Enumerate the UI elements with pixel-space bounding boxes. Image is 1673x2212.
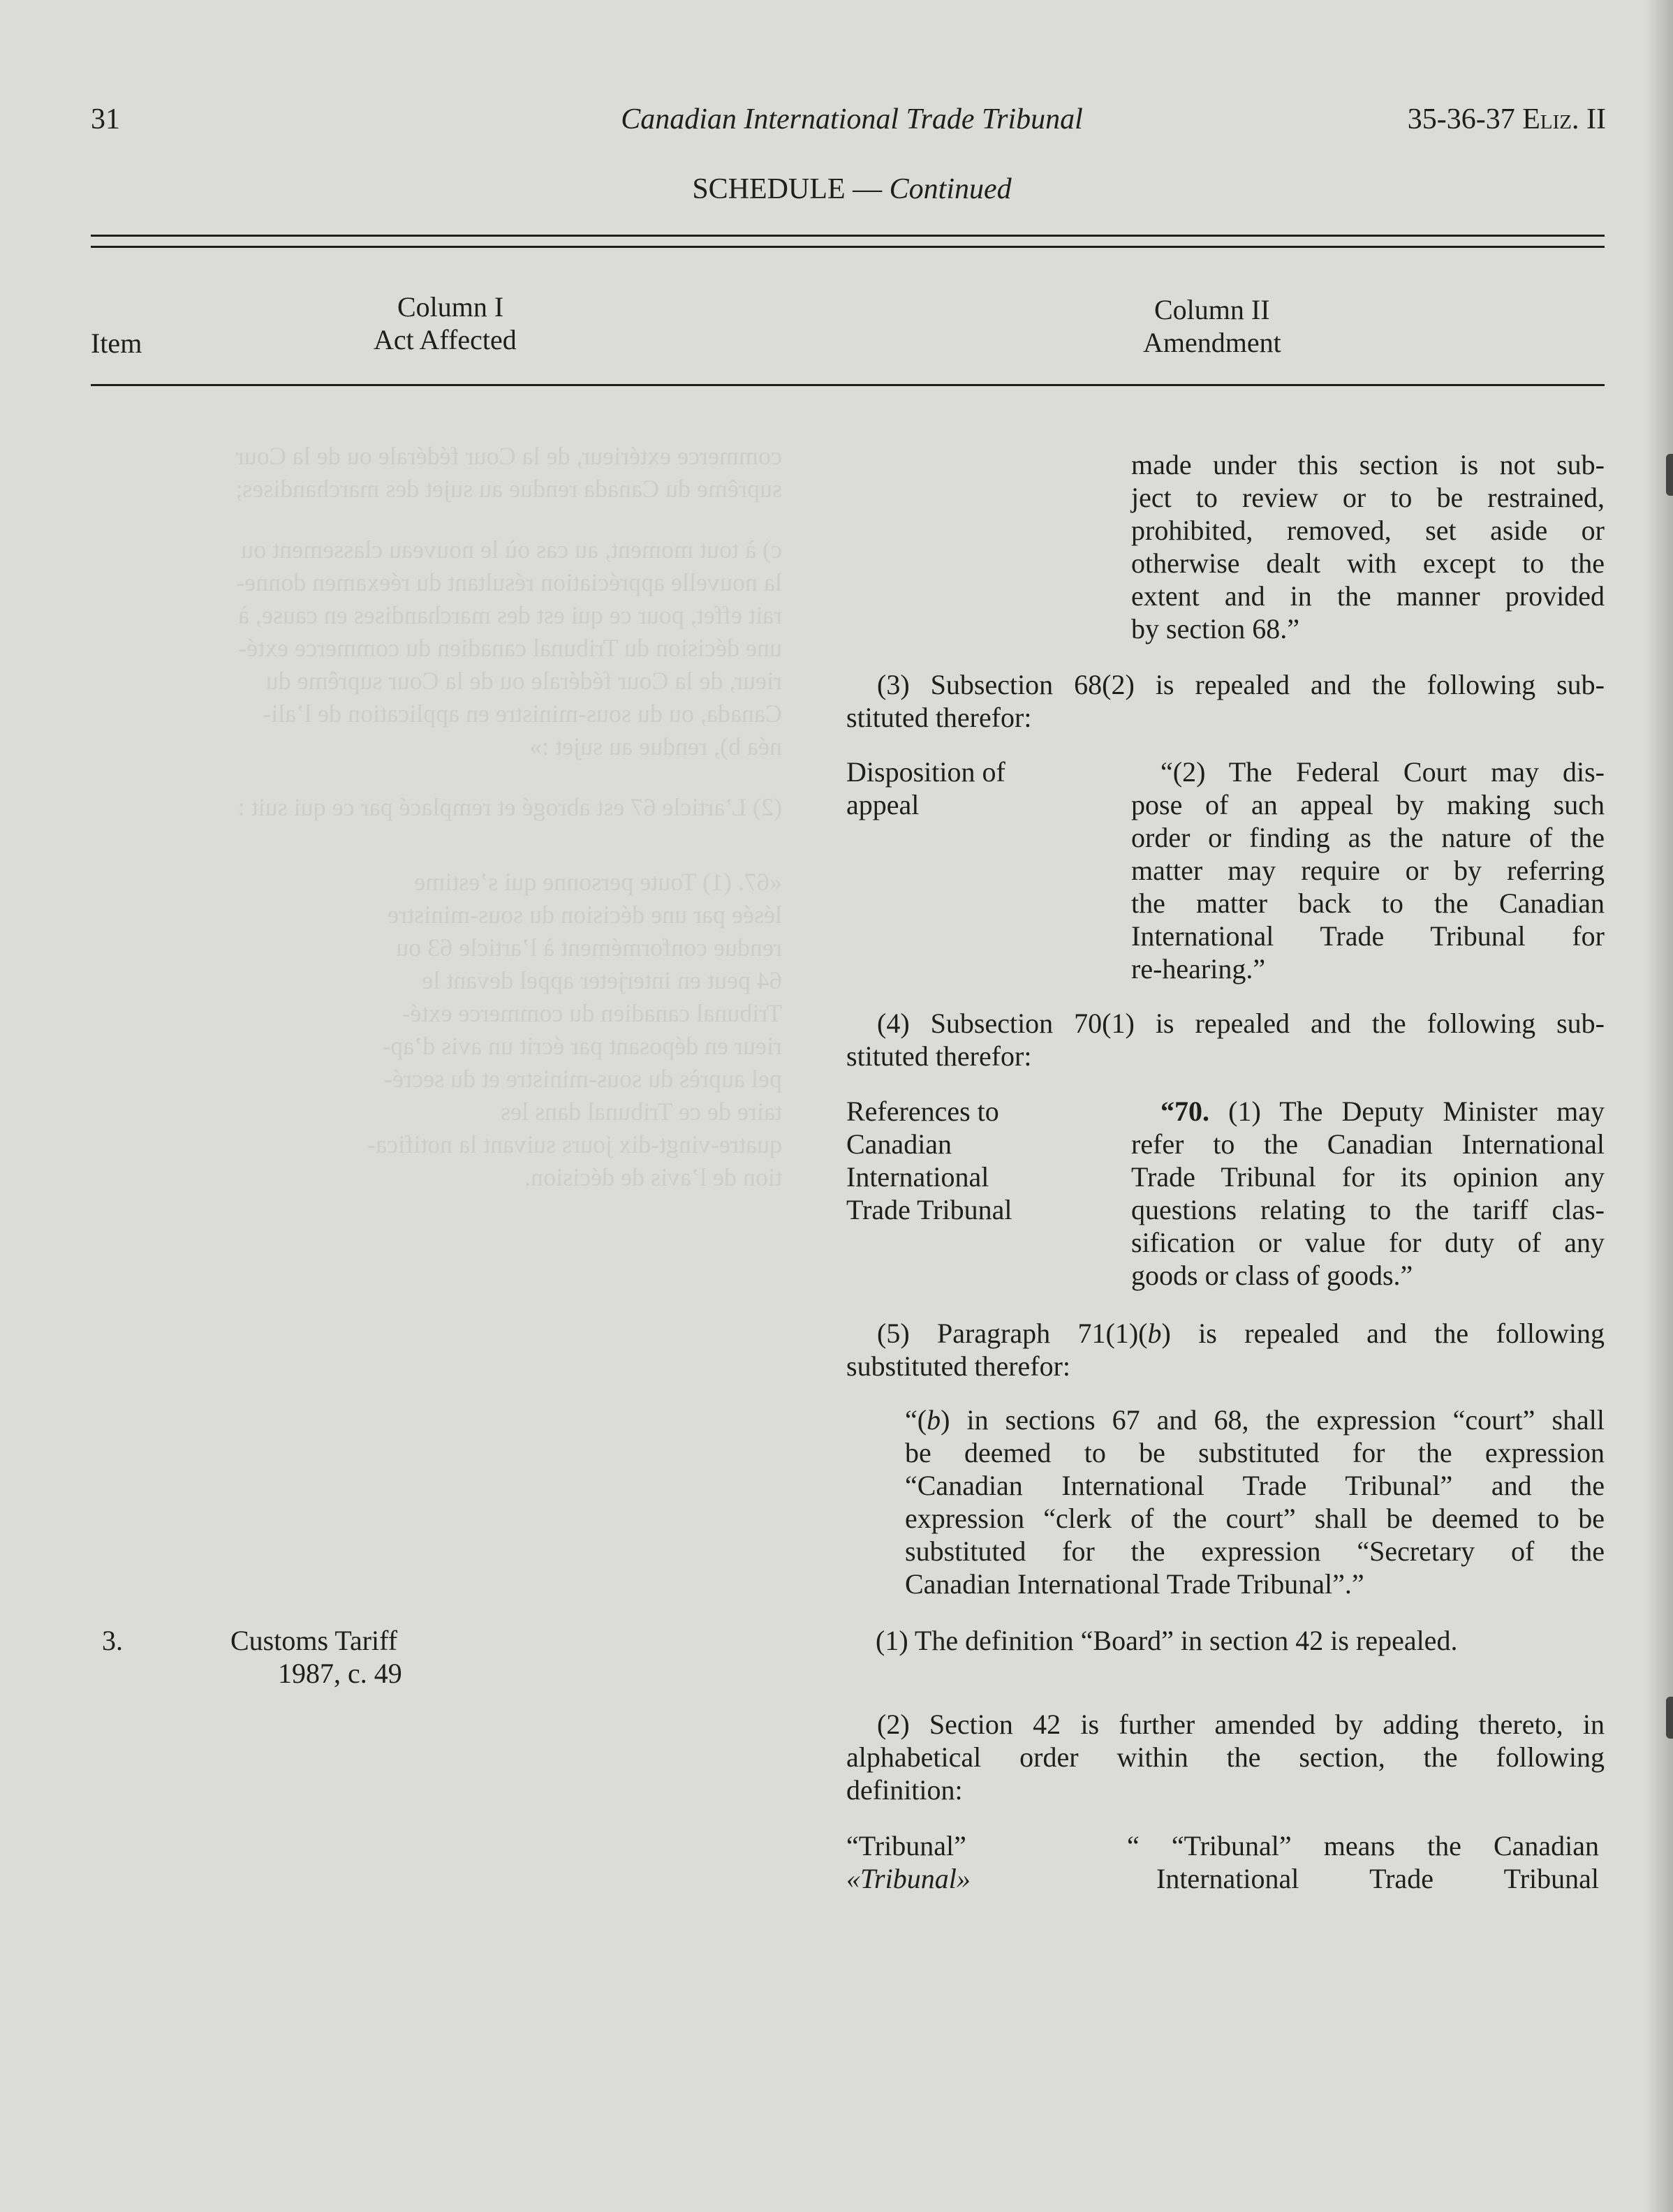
continued-amendment-text: made under this section is not sub- ject to review or to be restrained, prohibited, removed, set aside or otherwise dealt with except to the extent and in the manner provided by section 68.” bbox=[1131, 449, 1605, 644]
margin-note-references: References to Canadian International Trade Tribunal bbox=[846, 1096, 1012, 1225]
subsection-4-instruction: (4) Subsection 70(1) is repealed and the following sub- stituted therefor: bbox=[846, 1008, 1605, 1072]
schedule-title: SCHEDULE — Continued bbox=[692, 173, 1012, 205]
bleed-through-text: commerce extérieur, de la Cour fédérale ou de la Cour suprême du Canada rendue au sujet des marchandises; c) à tout moment, au cas où le nouveau classement ou la nouvelle appréciation résultant du réexamen donne- rait effet, pour ce qui est des marchandises en cause, à une décision du Tribunal canadien du commerce exté- rieur, de la Cour fédérale ou de la Cour suprême du Canada, ou du sous-ministre en application de l’ali- néa b), rendue au sujet :» (2) L’article 67 est abrogé et remplacé par ce qui suit : «67. (1) Toute personne qui s’estime lésée par une décision du sous-ministre rendue conformément à l’article 63 ou 64 peut en interjeter appel devant le Tribunal canadien du commerce exté- rieur en déposant par écrit un avis d’ap- pel auprès du sous-ministre et du secré- taire de ce Tribunal dans les quatre-vingt-dix jours suivant la notifica- tion de l’avis de décision. bbox=[235, 442, 782, 1191]
header-rule-top bbox=[91, 235, 1605, 237]
subsection-5-instruction: (5) Paragraph 71(1)(b) is repealed and the following substituted therefor: bbox=[846, 1318, 1605, 1382]
page-edge-shadow bbox=[1645, 0, 1673, 2212]
item-3-amendment-2: (2) Section 42 is further amended by adding thereto, in alphabetical order within the section, the following definition: bbox=[846, 1709, 1605, 1806]
page-number: 31 bbox=[91, 103, 120, 135]
references-text: “70. (1) The Deputy Minister may refer to the Canadian International Trade Tribunal for its opinion any questions relating to the tariff clas- sification or value for duty of any goods or class of goods.” bbox=[1131, 1096, 1605, 1291]
subsection-3-instruction: (3) Subsection 68(2) is repealed and the following sub- stituted therefor: bbox=[846, 669, 1605, 733]
column-heading-item: Item bbox=[91, 327, 142, 359]
margin-note-tribunal: “Tribunal” «Tribunal» bbox=[846, 1830, 971, 1894]
column-heading-amendment: Column II Amendment bbox=[1143, 294, 1281, 358]
paragraph-b-text: “(b) in sections 67 and 68, the expression “court” shall be deemed to be substituted for the expression “Canadian International Trade Tribunal” and the expression “clerk of the court” shall be deemed to be substituted for the expression “Secretary of the Canadian International Trade Tribunal”.” bbox=[905, 1404, 1605, 1600]
binding-mark-bottom bbox=[1666, 1697, 1673, 1739]
running-title: Canadian International Trade Tribunal bbox=[621, 103, 1083, 135]
column-heading-act-affected: Column I Act Affected bbox=[374, 291, 517, 355]
disposition-text: “(2) The Federal Court may dis- pose of an appeal by making such order or finding as the nature of the matter may require or by referring the matter back to the Canadian International Trade Tribunal for re-hearing.” bbox=[1131, 756, 1605, 985]
tribunal-definition-text: “ “Tribunal” means the Canadian International Trade Tribunal bbox=[1127, 1830, 1599, 1894]
header-rule-bottom bbox=[91, 246, 1605, 248]
margin-note-disposition: Disposition of appeal bbox=[846, 756, 1005, 820]
item-3-amendment-1: (1) The definition “Board” in section 42 is repealed. bbox=[876, 1625, 1458, 1656]
regnal-year: 35-36-37 Eliz. II bbox=[1407, 103, 1606, 135]
item-3-act-affected: Customs Tariff 1987, c. 49 bbox=[230, 1625, 402, 1689]
binding-mark-top bbox=[1666, 454, 1673, 496]
table-heading-rule bbox=[91, 384, 1605, 386]
item-3-number: 3. bbox=[102, 1625, 123, 1656]
